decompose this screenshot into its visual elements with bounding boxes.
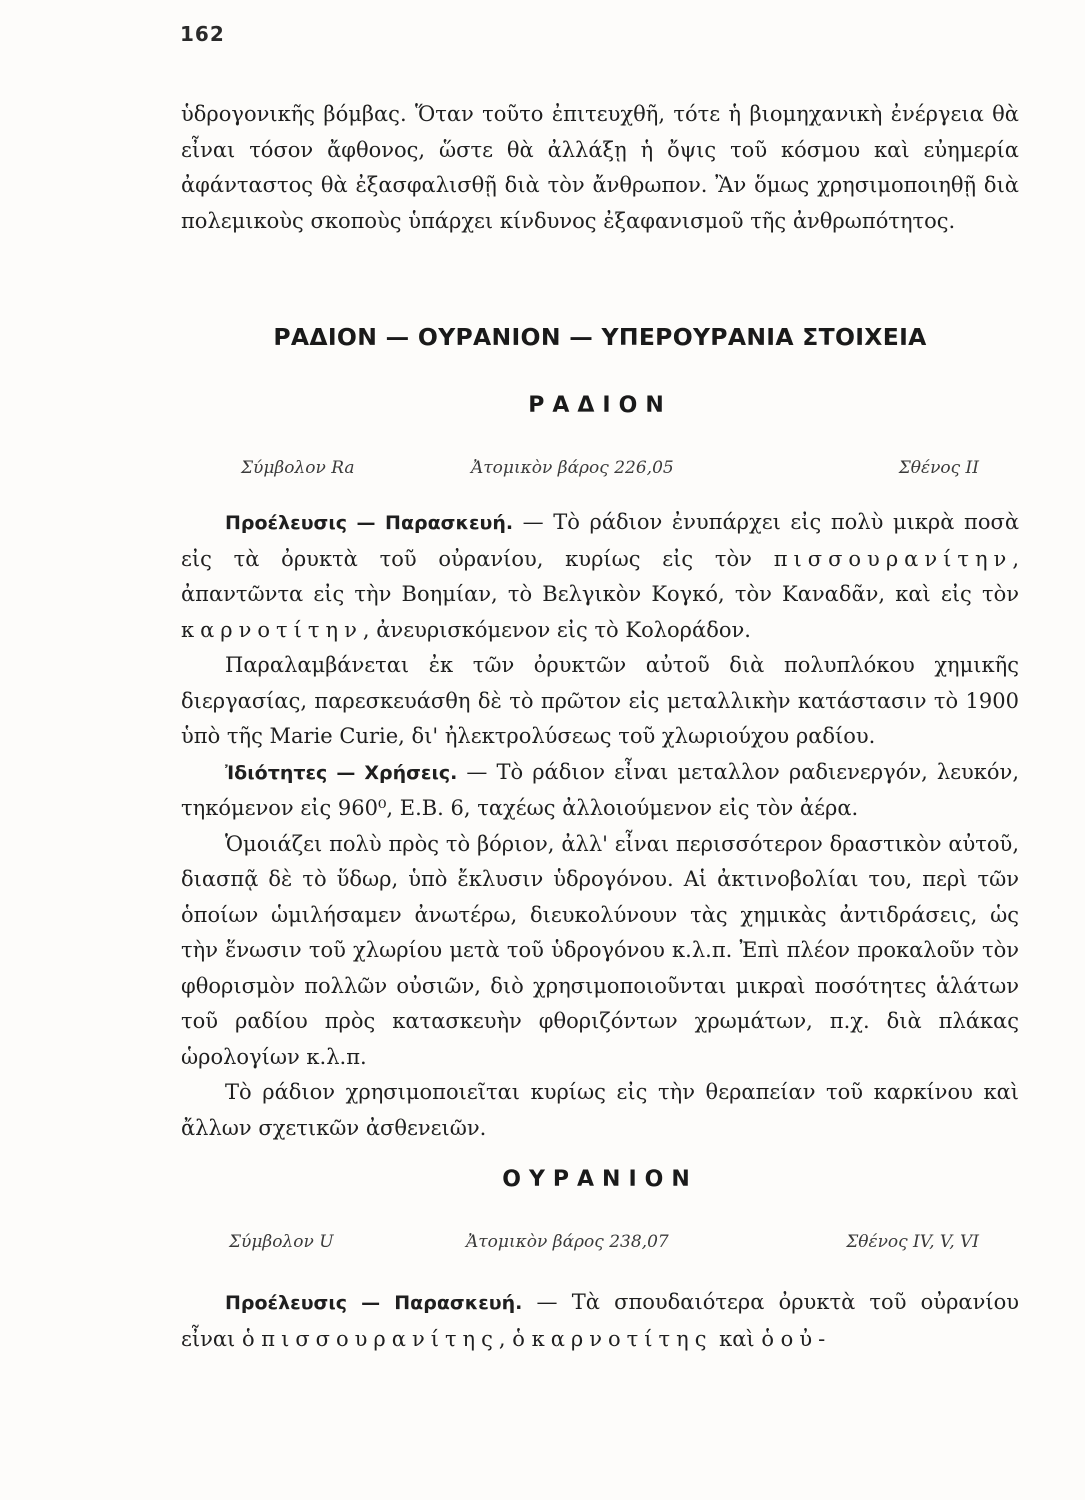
uranium-origin-text-3: καὶ ὁ [712,1326,781,1351]
uranium-valence: Σθένος IV, V, VI [846,1232,979,1252]
radium-mineral-carnotite: καρνοτίτην [181,617,363,642]
uranium-heading: ΟΥΡΑΝΙΟΝ [502,1167,698,1192]
uranium-origin-paragraph [181,1285,1019,1357]
radium-mineral-pitchblende: πισσουρανίτην [773,546,1013,571]
uranium-origin-text-2: , ὁ [498,1326,532,1351]
radium-body [181,505,1019,1146]
uranium-body [181,1285,1019,1357]
radium-properties-label: Ἰδιότητες — Χρήσεις. [225,761,458,784]
main-heading: ΡΑΔΙΟΝ — ΟΥΡΑΝΙΟΝ — ΥΠΕΡΟΥΡΑΝΙΑ ΣΤΟΙΧΕΙΑ [273,323,927,351]
page-number: 162 [180,22,225,46]
radium-origin-paragraph [181,505,1019,648]
radium-usage-paragraph: Τὸ ράδιον χρησιμοποιεῖται κυρίως εἰς τὴν θεραπείαν τοῦ καρκίνου καὶ ἄλλων σχετικῶν ἀσθενειῶν. [181,1080,1019,1140]
radium-valence: Σθένος II [898,458,979,478]
radium-preparation-paragraph: Παραλαμβάνεται ἐκ τῶν ὀρυκτῶν αὐτοῦ διὰ πολυπλόκου χημικῆς διεργασίας, παρεσκευάσθη δὲ τὸ πρῶτον εἰς μεταλλικὴν κατάστασιν τὸ 1900 ὑπὸ τῆς Marie Curie, δι' ἠλεκτρολύσεως τοῦ χλωριούχου ραδίου. [181,653,1019,748]
uranium-mineral-third: οὐ- [780,1326,832,1351]
radium-symbol: Σύμβολον Ra [241,458,355,478]
radium-atomic-weight: Ἀτομικὸν βάρος 226,05 [471,458,674,478]
uranium-mineral-carnotite: καρνοτίτης [531,1326,713,1351]
radium-similarity-paragraph: Ὁμοιάζει πολὺ πρὸς τὸ βόριον, ἀλλ' εἶναι περισσότερον δραστικὸν αὐτοῦ, διασπᾷ δὲ τὸ ὕδωρ, ὑπὸ ἔκλυσιν ὑδρογόνου. Αἱ ἀκτινοβολίαι του, περὶ τῶν ὁποίων ὡμιλήσαμεν ἀνωτέρω, διευκολύνουν τὰς χημικὰς ἀντιδράσεις, ὡς τὴν ἕνωσιν τοῦ χλωρίου μετὰ τοῦ ὑδρογόνου κ.λ.π. Ἐπὶ πλέον προκαλοῦν τὸν φθορισμὸν πολλῶν οὐσιῶν, διὸ χρησιμοποιοῦνται μικραὶ ποσότητες ἁλάτων τοῦ ραδίου πρὸς κατασκευὴν φθοριζόντων χρωμάτων, π.χ. διὰ πλάκας ὡρολογίων κ.λ.π. [181,831,1019,1069]
radium-origin-text-3: , ἀνευρισκόμενον εἰς τὸ Κολοράδον. [362,617,751,642]
uranium-symbol: Σύμβολον U [229,1232,334,1252]
radium-properties-paragraph [181,755,1019,827]
radium-origin-label: Προέλευσις — Παρασκευή. [225,512,514,534]
uranium-origin-text: — Τὰ σπουδαιότερα ὀρυκτὰ τοῦ οὐρανίου εἶναι ὁ [181,1290,1019,1351]
radium-heading: ΡΑΔΙΟΝ [528,393,672,418]
uranium-origin-label: Προέλευσις — Παρασκευή. [225,1292,523,1314]
uranium-mineral-pitchblende: πισσουρανίτης [261,1326,499,1351]
intro-paragraph-block [181,97,1019,239]
intro-paragraph: ὑδρογονικῆς βόμβας. Ὅταν τοῦτο ἐπιτευχθῆ, τότε ἡ βιομηχανικὴ ἐνέργεια θὰ εἶναι τόσον ἄφθονος, ὥστε θὰ ἀλλάξῃ ἡ ὄψις τοῦ κόσμου καὶ εὐημερία ἀφάνταστος θὰ ἐξασφαλισθῇ διὰ τὸν ἄνθρωπον. Ἂν ὅμως χρησιμοποιηθῇ διὰ πολεμικοὺς σκοποὺς ὑπάρχει κίνδυνος ἐξαφανισμοῦ τῆς ἀνθρωπότητος. [181,102,1019,233]
uranium-atomic-weight: Ἀτομικὸν βάρος 238,07 [466,1232,669,1252]
radium-properties-text: — Τὸ ράδιον εἶναι μεταλλον ραδιενεργόν, λευκόν, τηκόμενον εἰς 960⁰, Ε.Β. 6, ταχέως ἀλλοιούμενον εἰς τὸν ἀέρα. [181,759,1019,820]
radium-origin-text-2: , ἀπαντῶντα εἰς τὴν Βοημίαν, τὸ Βελγικὸν Κογκό, τὸν Καναδᾶν, καὶ εἰς τὸν [181,546,1019,606]
radium-origin-text-1: — Τὸ ράδιον ἐνυπάρχει εἰς πολὺ μικρὰ ποσὰ εἰς τὰ ὀρυκτὰ τοῦ οὐρανίου, κυρίως εἰς τὸν [181,510,1019,571]
